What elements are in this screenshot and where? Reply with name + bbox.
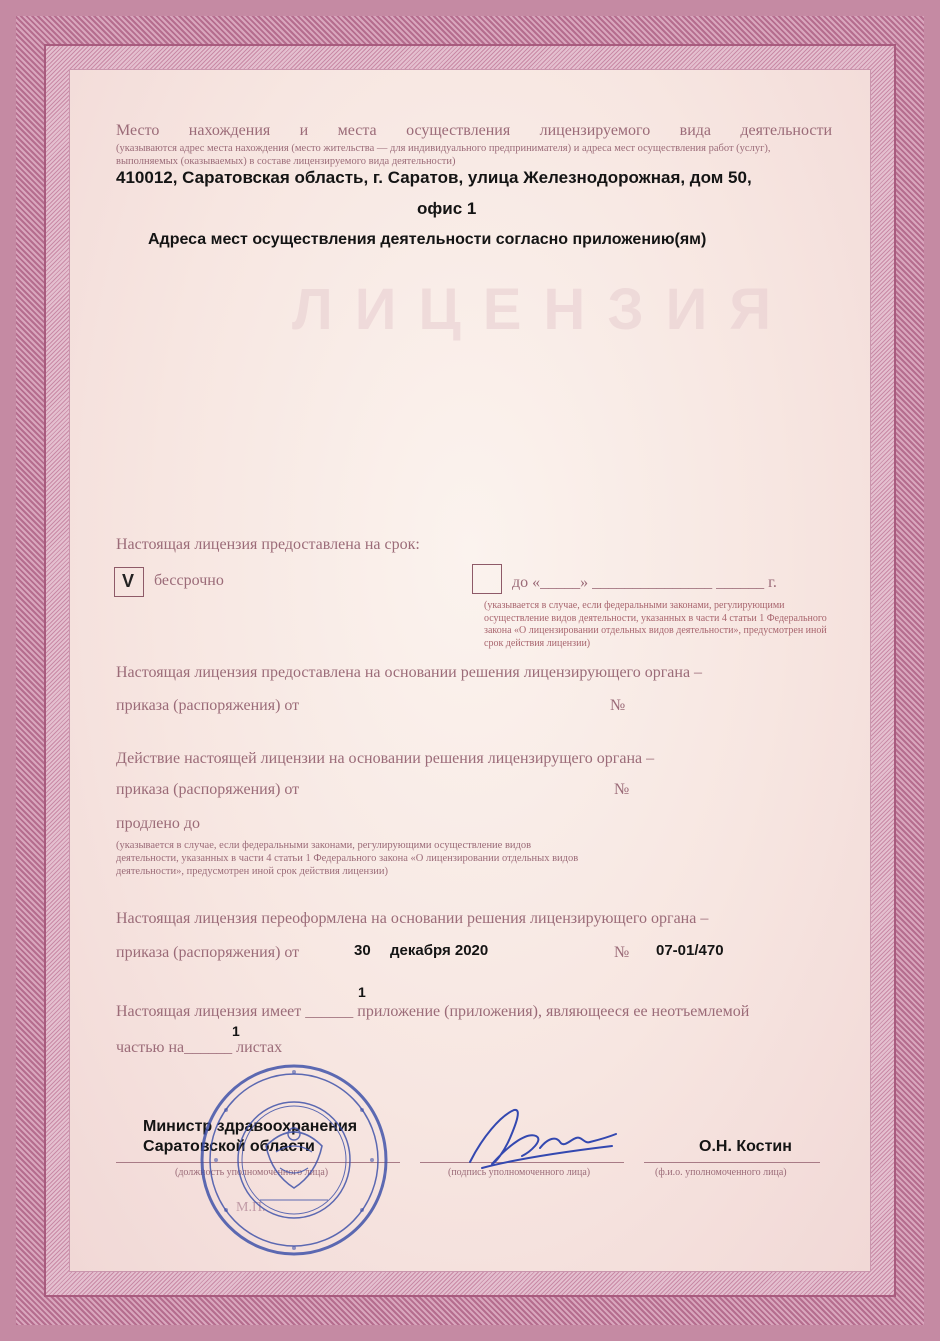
reissue-month-year: декабря 2020 <box>390 942 489 959</box>
handwritten-signature-icon <box>452 1098 622 1178</box>
location-heading: Место нахождения и места осуществления лицензируемого вида деятельности <box>116 122 832 139</box>
until-date-checkbox <box>472 564 502 594</box>
reissue-number-sign: № <box>614 944 630 961</box>
location-note: (указываются адрес места нахождения (место жительства — для индивидуального предпринимателя) и адреса мест осуществления работ (услуг), выполняемых (оказываемых) в составе лицензируемого вида деятельности) <box>116 143 771 167</box>
address-line-2: офис 1 <box>417 199 477 218</box>
annex-sheets: 1 <box>232 1023 240 1039</box>
term-note: (указывается в случае, если федеральными законами, регулирующими осуществление видов деятельности, указанных в части 4 статьи 1 Федерального закона «О лицензировании отдельных видов деятельности», предусмотрен иной срок действия лицензии) <box>484 600 827 649</box>
annex-line-2: частью на______ листах <box>116 1039 283 1056</box>
unlimited-checkbox <box>114 567 144 597</box>
signer-position-line-2: Саратовской области <box>143 1138 315 1155</box>
term-heading: Настоящая лицензия предоставлена на срок: <box>116 536 420 553</box>
reissue-number: 07-01/470 <box>656 942 724 959</box>
extension-note: (указывается в случае, если федеральными законами, регулирующими осуществление видов деятельности, указанных в части 4 статьи 1 Федерального закона «О лицензировании отдельных видов деятельности», предусмотрен иной срок действия лицензии) <box>116 840 579 877</box>
caption-signature: (подпись уполномоченного лица) <box>448 1167 591 1178</box>
basis-number-sign: № <box>610 697 626 714</box>
extended-until-label: продлено до <box>116 815 201 832</box>
caption-position: (должность уполномоченного лица) <box>175 1167 329 1178</box>
checkbox-mark: V <box>122 571 135 591</box>
term-unlimited-label: бессрочно <box>154 572 224 589</box>
caption-name: (ф.и.о. уполномоченного лица) <box>655 1167 787 1178</box>
annex-count: 1 <box>358 984 366 1000</box>
extension-line-1: Действие настоящей лицензии на основании решения лицензирущего органа – <box>116 750 655 767</box>
extension-number-sign: № <box>614 781 630 798</box>
signer-name: О.Н. Костин <box>699 1138 792 1155</box>
reissue-line-2: приказа (распоряжения) от <box>116 944 300 961</box>
name-underline <box>644 1162 820 1163</box>
basis-line-2: приказа (распоряжения) от <box>116 697 300 714</box>
address-line-1: 410012, Саратовская область, г. Саратов, улица Железнодорожная, дом 50, <box>116 168 752 187</box>
address-line-3: Адреса мест осуществления деятельности согласно приложению(ям) <box>148 231 707 248</box>
extension-line-2: приказа (распоряжения) от <box>116 781 300 798</box>
basis-line-1: Настоящая лицензия предоставлена на основании решения лицензирующего органа – <box>116 664 703 681</box>
bleed-through-title: ЛИЦЕНЗИЯ <box>292 277 794 342</box>
signer-position-line-1: Министр здравоохранения <box>143 1118 358 1135</box>
reissue-day: 30 <box>354 942 371 959</box>
term-until-label: до «_____» _______________ ______ г. <box>512 574 777 591</box>
annex-line-1: Настоящая лицензия имеет ______ приложение (приложения), являющееся ее неотъемлемой <box>116 1003 750 1020</box>
official-seal-icon <box>196 1060 392 1260</box>
reissue-line-1: Настоящая лицензия переоформлена на основании решения лицензирующего органа – <box>116 910 709 927</box>
stamp-place-label: М.П. <box>236 1200 266 1215</box>
